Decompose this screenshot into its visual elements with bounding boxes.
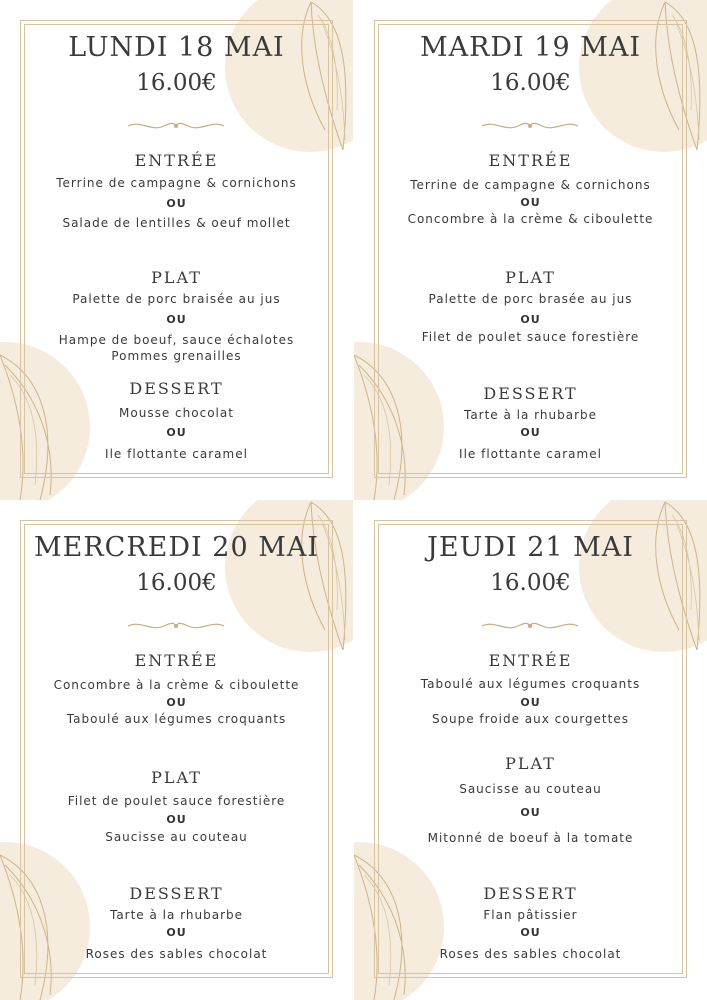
- ornament-divider-icon: [480, 618, 580, 634]
- menu-item: Saucisse au couteau: [459, 782, 602, 796]
- menu-item: Tarte à la rhubarbe: [109, 908, 244, 922]
- menu-item: Filet de poulet sauce forestière: [421, 330, 640, 344]
- section-title-plat: PLAT: [151, 768, 202, 787]
- day-title: JEUDI 21 MAI: [427, 532, 634, 563]
- menu-item: Roses des sables chocolat: [85, 947, 268, 961]
- menu-card-thursday: [354, 500, 707, 1000]
- menu-item: Palette de porc braisée au jus: [72, 292, 281, 306]
- or-separator: OU: [166, 696, 187, 709]
- section-title-dessert: DESSERT: [129, 379, 224, 398]
- section-title-dessert: DESSERT: [483, 884, 578, 903]
- ornament-divider-icon: [126, 118, 226, 134]
- or-separator: OU: [520, 313, 541, 326]
- or-separator: OU: [166, 813, 187, 826]
- menu-item: Saucisse au couteau: [105, 830, 248, 844]
- menu-card-monday: [0, 0, 353, 500]
- or-separator: OU: [520, 926, 541, 939]
- or-separator: OU: [520, 806, 541, 819]
- section-title-entree: ENTRÉE: [134, 651, 219, 670]
- day-title: MERCREDI 20 MAI: [33, 532, 320, 563]
- menu-card-tuesday: [354, 0, 707, 500]
- or-separator: OU: [166, 426, 187, 439]
- menu-item: Filet de poulet sauce forestière: [67, 794, 286, 808]
- menu-item: Roses des sables chocolat: [439, 947, 622, 961]
- menu-item: Palette de porc brasée au jus: [428, 292, 633, 306]
- menu-price: 16.00€: [136, 70, 217, 96]
- or-separator: OU: [166, 197, 187, 210]
- section-title-dessert: DESSERT: [483, 384, 578, 403]
- or-separator: OU: [520, 196, 541, 209]
- section-title-dessert: DESSERT: [129, 884, 224, 903]
- menu-item: Taboulé aux légumes croquants: [420, 677, 641, 691]
- or-separator: OU: [166, 926, 187, 939]
- menu-item: Soupe froide aux courgettes: [432, 712, 629, 726]
- menu-price: 16.00€: [490, 70, 571, 96]
- ornament-divider-icon: [480, 118, 580, 134]
- section-title-plat: PLAT: [151, 268, 202, 287]
- menu-item: Tarte à la rhubarbe: [463, 408, 598, 422]
- menu-price: 16.00€: [490, 570, 571, 596]
- section-title-plat: PLAT: [505, 754, 556, 773]
- menu-item: Salade de lentilles & oeuf mollet: [62, 216, 291, 230]
- menu-item: Terrine de campagne & cornichons: [410, 178, 651, 192]
- menu-price: 16.00€: [136, 570, 217, 596]
- menu-item: Flan pâtissier: [483, 908, 578, 922]
- menu-item: Ile flottante caramel: [459, 447, 602, 461]
- or-separator: OU: [520, 696, 541, 709]
- day-title: LUNDI 18 MAI: [68, 32, 285, 63]
- section-title-entree: ENTRÉE: [488, 151, 573, 170]
- menu-item: Concombre à la crème & ciboulette: [53, 678, 300, 692]
- menu-item: Hampe de boeuf, sauce échalotes: [58, 333, 295, 347]
- section-title-entree: ENTRÉE: [134, 151, 219, 170]
- menu-item: Taboulé aux légumes croquants: [66, 712, 287, 726]
- menu-item: Mousse chocolat: [119, 406, 234, 420]
- menu-card-wednesday: [0, 500, 353, 1000]
- menu-item: Mitonné de boeuf à la tomate: [427, 831, 634, 845]
- or-separator: OU: [520, 426, 541, 439]
- menu-item: Terrine de campagne & cornichons: [56, 176, 297, 190]
- menu-item: Pommes grenailles: [111, 349, 242, 363]
- or-separator: OU: [166, 313, 187, 326]
- section-title-entree: ENTRÉE: [488, 651, 573, 670]
- ornament-divider-icon: [126, 618, 226, 634]
- menu-item: Ile flottante caramel: [105, 447, 248, 461]
- day-title: MARDI 19 MAI: [419, 32, 642, 63]
- menu-item: Concombre à la crème & ciboulette: [407, 212, 654, 226]
- section-title-plat: PLAT: [505, 268, 556, 287]
